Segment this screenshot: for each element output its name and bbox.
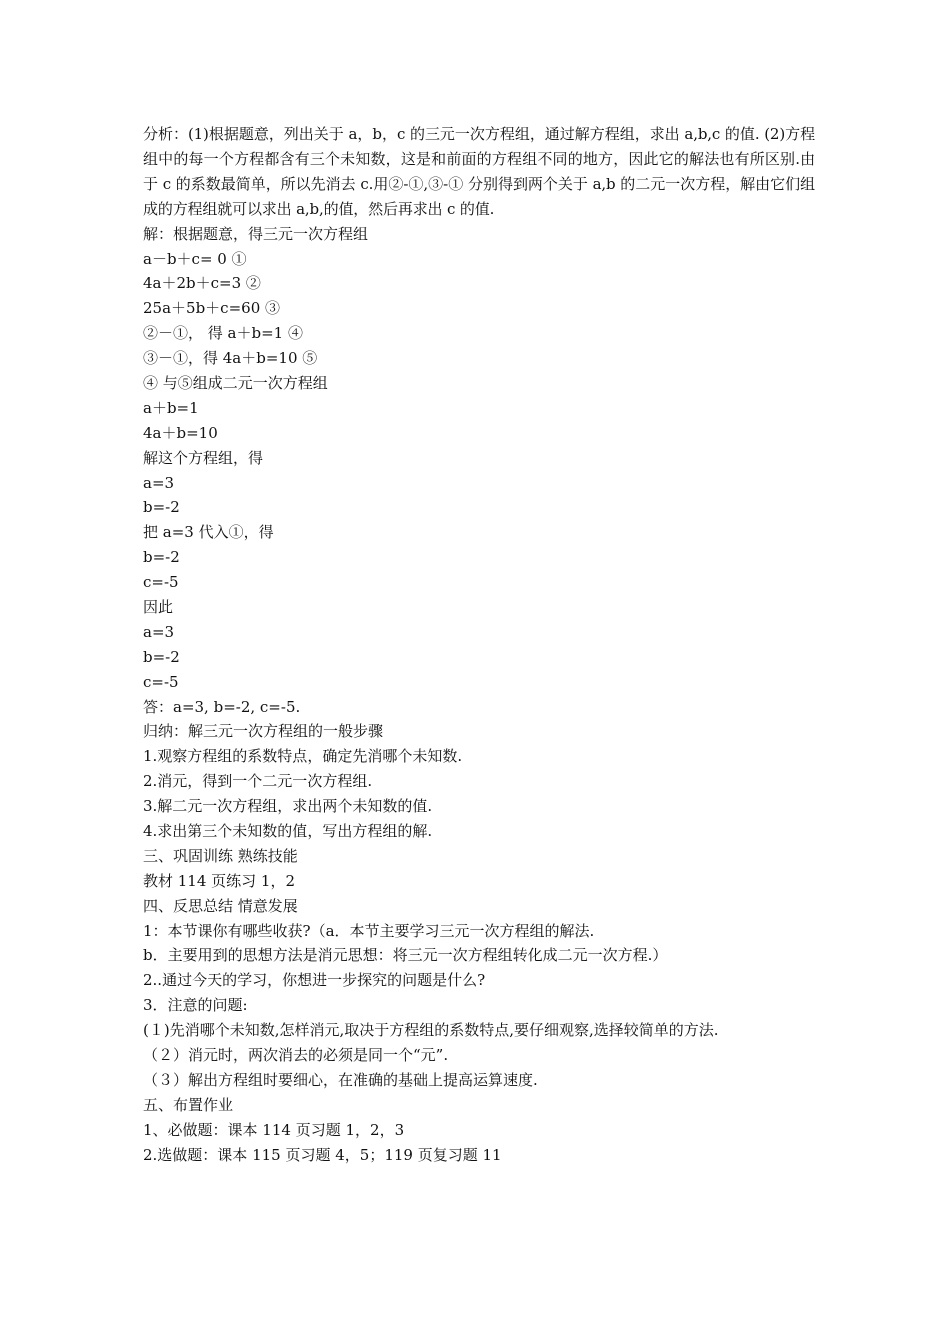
text-line: （２）消元时，两次消去的必须是同一个“元”. [143, 1046, 449, 1065]
text-line: 1：本节课你有哪些收获?（a．本节主要学习三元一次方程组的解法. [143, 921, 595, 940]
text-line: 解这个方程组，得 [143, 448, 264, 467]
text-line: 3.解二元一次方程组，求出两个未知数的值. [143, 797, 433, 816]
text-line: b=-2 [143, 647, 180, 666]
analysis-paragraph: 分析：(1)根据题意，列出关于 a，b，c 的三元一次方程组，通过解方程组，求出 a,b,c 的值. (2)方程组中的每一个方程都含有三个未知数，这是和前面的方程组不同的地方，因此它的解法也有所区别.由于 c 的系数最简单，所以先消去 c.用②-①,③-① 分别得到两个关于 a,b 的二元一次方程，解由它们组成的方程组就可以求出 a,b,的值，然后再求出 c 的值. [143, 125, 815, 218]
text-line: 25a＋5b＋c=60 ③ [143, 299, 280, 318]
text-line: 四、反思总结 情意发展 [143, 896, 298, 915]
text-line: 2.选做题：课本 115 页习题 4，5；119 页复习题 11 [143, 1145, 502, 1164]
text-line: 1.观察方程组的系数特点，确定先消哪个未知数. [143, 747, 463, 766]
text-line: b．主要用到的思想方法是消元思想：将三元一次方程组转化成二元一次方程.） [143, 946, 668, 965]
text-line: 三、巩固训练 熟练技能 [143, 846, 298, 865]
text-line: 4a＋b=10 [143, 423, 218, 442]
text-line: c=-5 [143, 573, 179, 592]
text-line: 归纳：解三元一次方程组的一般步骤 [143, 722, 384, 741]
text-line: 2..通过今天的学习，你想进一步探究的问题是什么? [143, 971, 486, 990]
text-line: 答：a=3, b=-2, c=-5. [143, 697, 301, 716]
text-line: b=-2 [143, 498, 180, 517]
text-line: 解：根据题意，得三元一次方程组 [143, 224, 369, 243]
text-line: 4.求出第三个未知数的值，写出方程组的解. [143, 822, 433, 840]
text-line: a=3 [143, 622, 175, 641]
text-line: 因此 [143, 597, 174, 616]
text-line: 2.消元，得到一个二元一次方程组. [143, 772, 373, 791]
text-line: 把 a=3 代入①，得 [143, 523, 274, 542]
text-line: a=3 [143, 473, 175, 492]
text-line: （３）解出方程组时要细心，在准确的基础上提高运算速度. [143, 1070, 538, 1089]
text-line: (１)先消哪个未知数,怎样消元,取决于方程组的系数特点,要仔细观察,选择较简单的方法. [143, 1021, 719, 1040]
text-line: ②－①， 得 a＋b=1 ④ [143, 324, 303, 343]
text-line: ④ 与⑤组成二元一次方程组 [143, 373, 328, 392]
text-line: c=-5 [143, 672, 179, 691]
text-line: ③－①，得 4a＋b=10 ⑤ [143, 349, 318, 368]
text-line: 教材 114 页练习 1，2 [143, 871, 296, 890]
solution-lines [143, 222, 815, 1168]
text-line: b=-2 [143, 548, 180, 567]
text-line: a＋b=1 [143, 398, 199, 417]
text-line: a－b＋c= 0 ① [143, 249, 247, 268]
text-line: 4a＋2b＋c=3 ② [143, 274, 261, 293]
document-body [143, 122, 815, 1167]
text-line: 1、必做题：课本 114 页习题 1，2，3 [143, 1120, 405, 1139]
text-line: 3．注意的问题: [143, 996, 248, 1015]
text-line: 五、布置作业 [143, 1095, 234, 1114]
